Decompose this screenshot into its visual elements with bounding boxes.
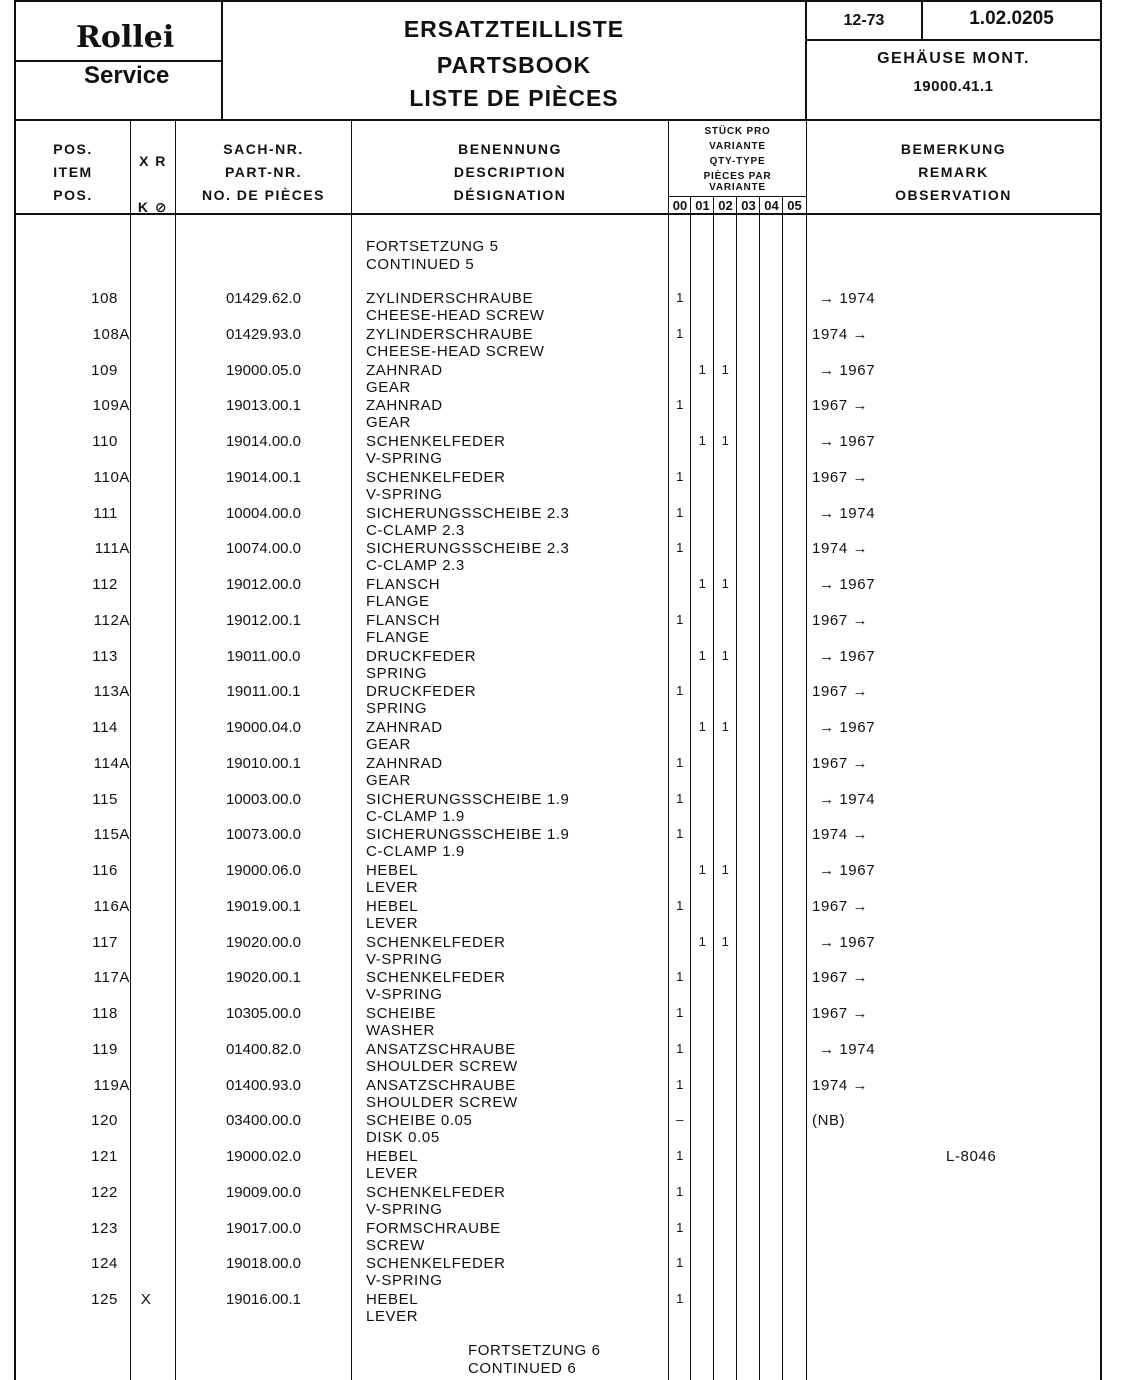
row-pos: 108 (91, 290, 118, 307)
row-name-en: FLANGE (366, 629, 430, 646)
row-part-number: 19018.00.0 (225, 1255, 302, 1272)
table-row (16, 1255, 1100, 1291)
row-name-en: V-SPRING (366, 450, 443, 467)
row-pos: 112 (92, 576, 118, 593)
row-part-number: 10004.00.0 (225, 505, 302, 522)
table-row (16, 1112, 1100, 1148)
row-part-number: 19000.02.0 (225, 1148, 302, 1165)
table-row (16, 326, 1100, 362)
row-part-number: 10305.00.0 (225, 1005, 302, 1022)
row-qty-01: 1 (698, 934, 707, 949)
row-part-number: 19000.06.0 (225, 862, 302, 879)
row-part-number: 19016.00.1 (225, 1291, 302, 1308)
row-pos: 121 (91, 1148, 118, 1165)
row-pos: 116 (92, 862, 118, 879)
row-name-en: GEAR (366, 379, 411, 396)
row-remark: → 1974 (819, 505, 876, 522)
table-row (16, 540, 1100, 576)
row-pos: 117A (93, 969, 130, 986)
row-remark: → 1974 (819, 791, 876, 808)
row-name-en: V-SPRING (366, 486, 443, 503)
table-row (16, 1220, 1100, 1256)
row-pos: 117 (92, 934, 118, 951)
row-remark: 1974 → (812, 326, 869, 343)
table-row (16, 576, 1100, 612)
row-name-en: LEVER (366, 1308, 419, 1325)
row-qty-00: 1 (676, 826, 684, 841)
row-pos: 114 (92, 719, 118, 736)
row-part-number: 01400.82.0 (225, 1041, 302, 1058)
row-pos: 110 (92, 433, 118, 450)
row-part-number: 10073.00.0 (225, 826, 302, 843)
row-qty-00: 1 (676, 290, 684, 305)
row-name-de: DRUCKFEDER (366, 683, 477, 700)
row-qty-00: – (676, 1112, 684, 1127)
row-name-de: FLANSCH (366, 576, 441, 593)
table-row (16, 362, 1100, 398)
top-rule (16, 0, 1100, 2)
parts-sheet (14, 0, 1102, 1380)
row-name-de: SICHERUNGSSCHEIBE 1.9 (366, 826, 570, 843)
row-name-en: V-SPRING (366, 951, 443, 968)
row-part-number: 19020.00.1 (225, 969, 302, 986)
row-remark: 1967 → (812, 1005, 869, 1022)
col-head-pos: POS. ITEM POS. (53, 141, 93, 203)
table-row (16, 719, 1100, 755)
row-remark: 1974 → (812, 540, 869, 557)
row-part-number: 19010.00.1 (225, 755, 302, 772)
row-pos: 119A (93, 1077, 130, 1094)
table-row (16, 1184, 1100, 1220)
row-qty-00: 1 (676, 505, 684, 520)
row-qty-00: 1 (676, 1041, 684, 1056)
row-name-en: SPRING (366, 665, 428, 682)
row-qty-01: 1 (698, 433, 707, 448)
table-row (16, 290, 1100, 326)
row-part-number: 19000.05.0 (225, 362, 302, 379)
table-row (16, 791, 1100, 827)
row-name-en: C-CLAMP 1.9 (366, 808, 465, 825)
table-row (16, 397, 1100, 433)
row-qty-00: 1 (676, 469, 684, 484)
row-name-de: FLANSCH (366, 612, 441, 629)
row-pos: 109 (91, 362, 118, 379)
row-qty-00: 1 (676, 540, 684, 555)
table-row (16, 1077, 1100, 1113)
table-row (16, 1291, 1100, 1327)
table-row (16, 826, 1100, 862)
row-qty-02: 1 (721, 934, 730, 949)
row-part-number: 19012.00.0 (225, 576, 302, 593)
row-name-de: ZAHNRAD (366, 397, 443, 414)
row-qty-02: 1 (721, 576, 730, 591)
row-remark: → 1967 (819, 433, 876, 450)
row-part-number: 19009.00.0 (225, 1184, 302, 1201)
row-name-en: V-SPRING (366, 1272, 443, 1289)
row-pos: 116A (93, 898, 130, 915)
row-remark: → 1974 (819, 1041, 876, 1058)
table-row (16, 648, 1100, 684)
row-pos: 123 (91, 1220, 118, 1237)
row-qty-00: 1 (676, 1291, 684, 1306)
row-name-de: ANSATZSCHRAUBE (366, 1077, 516, 1094)
header-band-top-rule (16, 119, 1100, 121)
row-remark: 1974 → (812, 1077, 869, 1094)
row-part-number: 01429.62.0 (225, 290, 302, 307)
row-name-de: HEBEL (366, 1148, 419, 1165)
row-part-number: 19013.00.1 (225, 397, 302, 414)
row-name-en: FLANGE (366, 593, 430, 610)
row-pos: 120 (91, 1112, 118, 1129)
row-name-en: GEAR (366, 736, 411, 753)
row-qty-00: 1 (676, 326, 684, 341)
row-pos: 125 (91, 1291, 118, 1308)
row-name-de: ZAHNRAD (366, 719, 443, 736)
row-name-en: DISK 0.05 (366, 1129, 440, 1146)
row-remark: 1974 → (812, 826, 869, 843)
row-remark: 1967 → (812, 683, 869, 700)
row-qty-00: 1 (676, 969, 684, 984)
variant-03: 03 (741, 198, 756, 213)
table-row (16, 862, 1100, 898)
variant-numbers (669, 198, 807, 214)
row-name-en: GEAR (366, 772, 411, 789)
variant-05: 05 (787, 198, 802, 213)
row-pos: 118 (92, 1005, 118, 1022)
row-pos: 113 (92, 648, 118, 665)
row-name-en: LEVER (366, 915, 419, 932)
row-qty-01: 1 (698, 576, 707, 591)
row-name-en: GEAR (366, 414, 411, 431)
group-number: 19000.41.1 (913, 78, 994, 95)
row-pos: 114A (93, 755, 130, 772)
table-row (16, 683, 1100, 719)
row-qty-00: 1 (676, 1255, 684, 1270)
document-number: 1.02.0205 (969, 8, 1054, 29)
row-qty-02: 1 (721, 362, 730, 377)
row-name-en: V-SPRING (366, 986, 443, 1003)
row-name-de: SCHENKELFEDER (366, 969, 506, 986)
row-name-de: FORMSCHRAUBE (366, 1220, 501, 1237)
row-pos: 119 (92, 1041, 118, 1058)
row-qty-00: 1 (676, 397, 684, 412)
row-name-en: LEVER (366, 879, 419, 896)
row-name-de: SCHEIBE 0.05 (366, 1112, 473, 1129)
row-part-number: 19000.04.0 (225, 719, 302, 736)
table-row (16, 934, 1100, 970)
row-name-de: SCHEIBE (366, 1005, 437, 1022)
brand-logo: Rollei (76, 20, 175, 55)
row-name-de: ZYLINDERSCHRAUBE (366, 290, 534, 307)
date-code: 12-73 (843, 12, 885, 29)
table-row (16, 433, 1100, 469)
row-pos: 115 (92, 791, 118, 808)
group-name: GEHÄUSE MONT. (877, 50, 1030, 67)
row-pos: 108A (92, 326, 130, 343)
row-pos: 112A (93, 612, 130, 629)
row-part-number: 19014.00.1 (225, 469, 302, 486)
row-name-de: SICHERUNGSSCHEIBE 2.3 (366, 540, 570, 557)
row-name-en: C-CLAMP 2.3 (366, 522, 465, 539)
title-de: ERSATZTEILLISTE (403, 16, 625, 42)
row-pos: 115A (93, 826, 130, 843)
row-qty-01: 1 (698, 862, 707, 877)
row-name-de: SICHERUNGSSCHEIBE 1.9 (366, 791, 570, 808)
row-part-number: 19019.00.1 (225, 898, 302, 915)
variant-01: 01 (695, 198, 710, 213)
table-row (16, 505, 1100, 541)
row-part-number: 19012.00.1 (225, 612, 302, 629)
row-qty-02: 1 (721, 648, 730, 663)
table-row (16, 969, 1100, 1005)
row-pos: 109A (92, 397, 130, 414)
variant-04: 04 (764, 198, 779, 213)
row-name-de: HEBEL (366, 862, 419, 879)
row-qty-00: 1 (676, 791, 684, 806)
row-remark: 1967 → (812, 612, 869, 629)
row-name-en: CHEESE-HEAD SCREW (366, 307, 545, 324)
row-qty-00: 1 (676, 612, 684, 627)
row-qty-02: 1 (721, 862, 730, 877)
row-remark: → 1967 (819, 934, 876, 951)
row-part-number: 10003.00.0 (225, 791, 302, 808)
variant-02: 02 (718, 198, 733, 213)
table-row (16, 755, 1100, 791)
row-qty-02: 1 (721, 719, 730, 734)
row-qty-01: 1 (698, 648, 707, 663)
row-name-en: C-CLAMP 2.3 (366, 557, 465, 574)
row-part-number: 19011.00.1 (226, 683, 301, 700)
table-row (16, 469, 1100, 505)
row-remark: → 1967 (819, 648, 876, 665)
row-remark: → 1967 (819, 862, 876, 879)
row-qty-01: 1 (698, 362, 707, 377)
continuation-top: FORTSETZUNG 5 CONTINUED 5 (366, 238, 499, 273)
row-name-de: HEBEL (366, 898, 419, 915)
row-name-de: ZAHNRAD (366, 755, 443, 772)
title-fr: LISTE DE PIÈCES (409, 85, 619, 111)
row-name-de: ZAHNRAD (366, 362, 443, 379)
row-qty-00: 1 (676, 1148, 684, 1163)
row-name-de: SCHENKELFEDER (366, 469, 506, 486)
variant-00: 00 (672, 198, 688, 213)
row-pos: 111A (94, 540, 130, 557)
row-remark: 1967 → (812, 755, 869, 772)
row-remark: → 1974 (819, 290, 876, 307)
row-pos: 122 (91, 1184, 118, 1201)
table-row (16, 612, 1100, 648)
row-remark: (NB) (812, 1112, 846, 1129)
row-name-de: SCHENKELFEDER (366, 433, 506, 450)
row-remark: 1967 → (812, 397, 869, 414)
table-row (16, 1041, 1100, 1077)
row-remark: 1967 → (812, 969, 869, 986)
row-qty-01: 1 (698, 719, 707, 734)
continuation-bottom: FORTSETZUNG 6 CONTINUED 6 (468, 1342, 601, 1377)
row-qty-00: 1 (676, 683, 684, 698)
row-name-en: V-SPRING (366, 1201, 443, 1218)
row-part-number: 19014.00.0 (225, 433, 302, 450)
table-row (16, 1148, 1100, 1184)
row-name-de: ANSATZSCHRAUBE (366, 1041, 516, 1058)
row-pos: 111 (93, 505, 118, 522)
row-part-number: 10074.00.0 (225, 540, 302, 557)
row-qty-00: 1 (676, 1077, 684, 1092)
row-name-de: SCHENKELFEDER (366, 934, 506, 951)
row-name-de: HEBEL (366, 1291, 419, 1308)
row-name-en: LEVER (366, 1165, 419, 1182)
row-part-number: 01429.93.0 (225, 326, 302, 343)
row-part-number: 03400.00.0 (225, 1112, 302, 1129)
col-head-part: SACH-NR. PART-NR. NO. DE PIÈCES (202, 141, 325, 203)
col-head-xr-ko: X R K ⊘ (137, 153, 169, 215)
service-label: Service (84, 62, 170, 89)
row-remark: 1967 → (812, 898, 869, 915)
header-band-bottom-rule (16, 213, 1100, 215)
row-remark: L-8046 (946, 1148, 997, 1165)
row-remark: 1967 → (812, 469, 869, 486)
row-remark: → 1967 (819, 576, 876, 593)
row-qty-00: 1 (676, 1184, 684, 1199)
table-row (16, 1005, 1100, 1041)
row-qty-00: 1 (676, 755, 684, 770)
row-name-en: SHOULDER SCREW (366, 1058, 518, 1075)
col-head-name: BENENNUNG DESCRIPTION DÉSIGNATION (453, 141, 567, 203)
title-en: PARTSBOOK (436, 52, 592, 78)
row-qty-00: 1 (676, 1220, 684, 1235)
row-name-en: SPRING (366, 700, 428, 717)
row-name-de: SCHENKELFEDER (366, 1184, 506, 1201)
row-part-number: 19017.00.0 (225, 1220, 302, 1237)
row-qty-02: 1 (721, 433, 730, 448)
row-pos: 124 (91, 1255, 118, 1272)
row-name-en: C-CLAMP 1.9 (366, 843, 465, 860)
row-part-number: 01400.93.0 (225, 1077, 302, 1094)
col-head-qty: STÜCK PRO VARIANTE QTY-TYPE PIÈCES PAR (703, 126, 772, 182)
row-remark: → 1967 (819, 362, 876, 379)
date-rule (805, 39, 1100, 41)
row-remark: → 1967 (819, 719, 876, 736)
row-name-en: CHEESE-HEAD SCREW (366, 343, 545, 360)
table-row (16, 898, 1100, 934)
row-name-en: SCREW (366, 1237, 425, 1254)
row-part-number: 19011.00.0 (226, 648, 301, 665)
row-qty-00: 1 (676, 1005, 684, 1020)
row-name-de: SCHENKELFEDER (366, 1255, 506, 1272)
row-name-de: DRUCKFEDER (366, 648, 477, 665)
row-part-number: 19020.00.0 (225, 934, 302, 951)
row-name-en: WASHER (366, 1022, 435, 1039)
row-name-de: ZYLINDERSCHRAUBE (366, 326, 534, 343)
row-name-en: SHOULDER SCREW (366, 1094, 518, 1111)
row-qty-00: 1 (676, 898, 684, 913)
row-name-de: SICHERUNGSSCHEIBE 2.3 (366, 505, 570, 522)
col-head-remark: BEMERKUNG REMARK OBSERVATION (895, 141, 1012, 203)
row-pos: 110A (93, 469, 130, 486)
row-pos: 113A (93, 683, 130, 700)
col-head-qty-variante: VARIANTE (709, 182, 766, 193)
variant-rule (668, 196, 806, 197)
row-xr: X (140, 1291, 152, 1308)
